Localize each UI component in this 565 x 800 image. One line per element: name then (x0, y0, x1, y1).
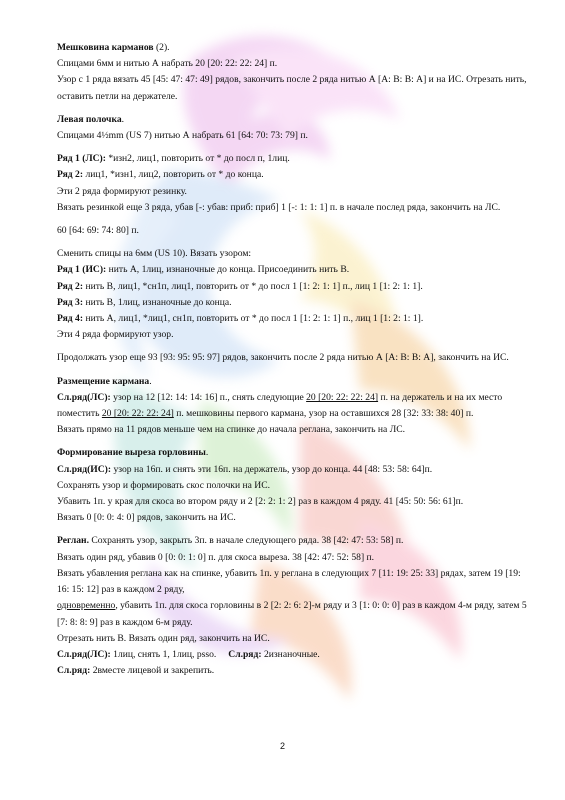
section-title: Размещение кармана (57, 375, 150, 387)
paragraph: Вязать прямо на 11 рядов меньше чем на спинке до начала реглана, закончить на ЛС. (57, 424, 406, 436)
page-number: 2 (279, 741, 285, 751)
section-title: Реглан. (57, 535, 89, 547)
paragraph: Узор с 1 ряда вязать 45 [45: 47: 47: 49] рядов, закончить после 2 ряда нитью А [А: В: В: А] и на ИС. Отрезать нить, оставить петли на держателе. (57, 74, 527, 102)
paragraph: Эти 4 ряда формируют узор. (57, 329, 174, 341)
document-body (57, 40, 527, 679)
row-instruction: Ряд 3: нить В, 1лиц, изнаночные до конца. (57, 296, 232, 308)
paragraph: одновременно, убавить 1п. для скоса горловины в 2 [2: 2: 6: 2]-м ряду и 3 [1: 0: 0: 0] раз в каждом 4-м ряду, затем 5 [7: 8: 8: 9] раз в каждом 6-м ряду. (57, 600, 527, 628)
row-instruction: Сл.ряд(ИС): узор на 16п. и снять эти 16п. на держатель, узор до конца. 44 [48: 53: 58: 64]п. (57, 463, 433, 475)
stitch-count: 60 [64: 69: 74: 80] п. (57, 225, 139, 237)
row-instruction: Ряд 2: нить В, лиц1, *сн1п, лиц1, повторить от * до посл 1 [1: 2: 1: 1] п., лиц 1 [1: 2: 1: 1]. (57, 280, 423, 292)
pocket-lining-heading: Мешковина карманов (2). (57, 42, 170, 53)
row-instruction: Ряд 2: лиц1, *изн1, лиц2, повторить от * до конца. (57, 169, 264, 181)
section-pocket-lining (57, 40, 527, 105)
section-raglan (57, 533, 527, 679)
section-title: Формирование выреза горловины (57, 447, 206, 459)
paragraph: Вязать убавления реглана как на спинке, убавить 1п. у реглана в следующих 7 [11: 19: 25: 33] рядах, затем 19 [19: 16: 15: 12] раз в каждом 2 ряду, (57, 567, 521, 596)
section-title: Мешковина карманов (57, 42, 154, 53)
paragraph: Продолжать узор еще 93 [93: 95: 95: 97] рядов, закончить после 2 ряда нитью А [А: В: В: А], закончить на ИС. (57, 352, 509, 364)
section-neck-shaping (57, 445, 527, 526)
row-instruction: Ряд 4: нить А, лиц1, *лиц1, сн1п, повторить от * до посл 1 [1: 2: 1: 1] п., лиц 1 [1: 2: 1: 1]. (57, 313, 424, 325)
neck-shaping-heading: Формирование выреза горловины. (57, 447, 209, 459)
pocket-placement-heading: Размещение кармана. (57, 375, 152, 387)
section-title: Левая полочка (57, 113, 122, 125)
paragraph: Вязать резинкой еще 3 ряда, убав [-: убав: приб: приб] 1 [-: 1: 1: 1] п. в начале послед ряда, закончить на ЛС. (57, 201, 501, 213)
row-instruction: Ряд 1 (ИС): нить А, 1лиц, изнаночные до конца. Присоединить нить В. (57, 264, 350, 276)
paragraph: Вязать 0 [0: 0: 4: 0] рядов, закончить на ИС. (57, 512, 236, 524)
section-pocket-placement (57, 374, 527, 439)
section-left-front (57, 112, 527, 367)
paragraph: Убавить 1п. у края для скоса во втором ряду и 2 [2: 2: 1: 2] раз в каждом 4 ряду. 41 [45: 50: 56: 61]п. (57, 496, 464, 508)
left-front-heading: Левая полочка. (57, 113, 125, 125)
row-instruction: Сл.ряд(ЛС): 1лиц, снять 1, 1лиц, psso. Сл.ряд: 2изнаночные. (57, 648, 320, 660)
row-instruction: Сл.ряд(ЛС): узор на 12 [12: 14: 14: 16] п., снять следующие 20 [20: 22: 22: 24] п. на держатель и на их место поместить 20 [20: 22: 22: 24] п. мешковины первого кармана, узор на оставшихся 28 [32: 33: 38: 40] п. (57, 391, 503, 420)
row-instruction: Сл.ряд: 2вместе лицевой и закрепить. (57, 665, 215, 677)
paragraph: Спицами 6мм и нитью А набрать 20 [20: 22: 22: 24] п. (57, 58, 278, 70)
paragraph: Вязать один ряд, убавив 0 [0: 0: 1: 0] п. для скоса выреза. 38 [42: 47: 52: 58] п. (57, 551, 375, 563)
paragraph: Сохранять узор и формировать скос полочки на ИС. (57, 479, 271, 491)
paragraph: Отрезать нить В. Вязать один ряд, закончить на ИС. (57, 632, 270, 644)
row-instruction: Ряд 1 (ЛС): *изн2, лиц1, повторить от * до посл п, 1лиц. (57, 153, 290, 165)
paragraph: Эти 2 ряда формируют резинку. (57, 185, 187, 197)
raglan-intro: Реглан. Сохранять узор, закрыть 3п. в начале следующего ряда. 38 [42: 47: 53: 58] п. (57, 535, 404, 547)
paragraph: Спицами 4½mm (US 7) нитью А набрать 61 [64: 70: 73: 79] п. (57, 130, 308, 142)
paragraph: Сменить спицы на 6мм (US 10). Вязать узором: (57, 248, 252, 260)
